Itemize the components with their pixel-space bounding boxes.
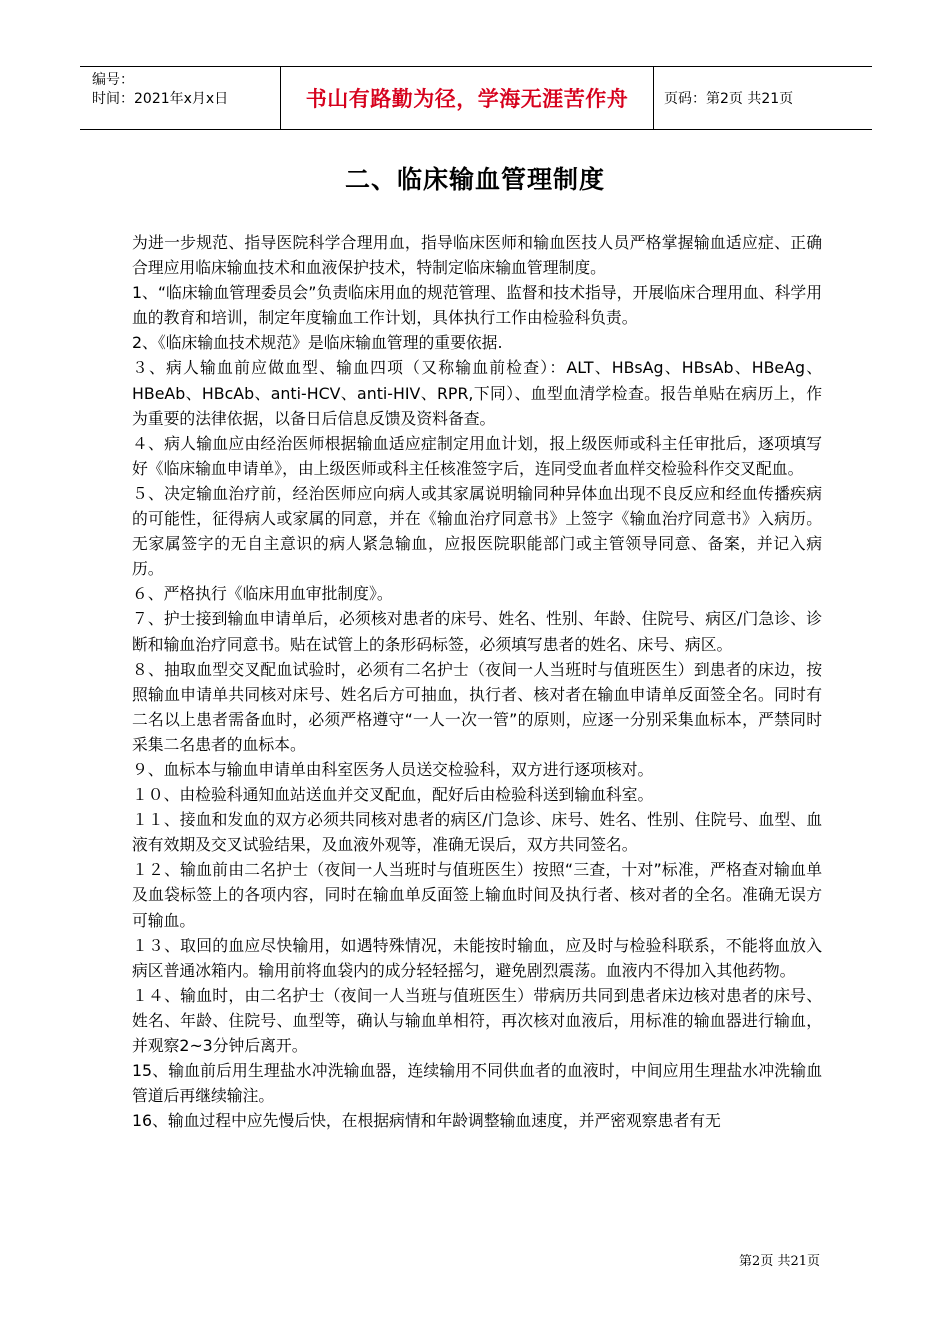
header-motto: 书山有路勤为径，学海无涯苦作舟 bbox=[280, 67, 654, 129]
header-page-number: 页码：第2页 共21页 bbox=[664, 91, 794, 107]
paragraph-13: １３、取回的血应尽快输用，如遇特殊情况，未能按时输血，应及时与检验科联系，不能将血放入病区普通冰箱内。输用前将血袋内的成分轻轻摇匀，避免剧烈震荡。血液内不得加入其他药物。 bbox=[132, 935, 822, 980]
paragraph-10: １０、由检验科通知血站送血并交叉配血，配好后由检验科送到输血科室。 bbox=[132, 785, 654, 805]
header-meta bbox=[80, 67, 280, 129]
paragraph-8: ８、抽取血型交叉配血试验时，必须有二名护士（夜间一人当班时与值班医生）到患者的床边，按照输血申请单共同核对床号、姓名后方可抽血，执行者、核对者在输血申请单反面签全名。同时有二名以上患者需备血时，必须严格遵守“一人一次一管”的原则，应逐一分别采集血标本，严禁同时采集二名患者的血标本。 bbox=[132, 659, 822, 754]
paragraph-2: 2、《临床输血技术规范》是临床输血管理的重要依据. bbox=[132, 333, 503, 353]
paragraph-5: ５、决定输血治疗前，经治医师应向病人或其家属说明输同种异体血出现不良反应和经血传播疾病的可能性，征得病人或家属的同意，并在《输血治疗同意书》上签字《输血治疗同意书》入病历。无家属签字的无自主意识的病人紧急输血，应报医院职能部门或主管领导同意、备案，并记入病历。 bbox=[132, 483, 822, 579]
page-header bbox=[80, 66, 872, 130]
paragraph-intro: 为进一步规范、指导医院科学合理用血，指导临床医师和输血医技人员严格掌握输血适应症、正确合理应用临床输血技术和血液保护技术，特制定临床输血管理制度。 bbox=[132, 233, 822, 278]
paragraph-12: １２、输血前由二名护士（夜间一人当班时与值班医生）按照“三查，十对”标准，严格查对输血单及血袋标签上的各项内容，同时在输血单反面签上输血时间及执行者、核对者的全名。准确无误方可输血。 bbox=[132, 860, 822, 930]
paragraph-15: 15、输血前后用生理盐水冲洗输血器，连续输用不同供血者的血液时，中间应用生理盐水冲洗输血管道后再继续输注。 bbox=[132, 1061, 822, 1106]
document-title: 二、临床输血管理制度 bbox=[344, 165, 605, 194]
paragraph-1: 1、“临床输血管理委员会”负责临床用血的规范管理、监督和技术指导，开展临床合理用血、科学用血的教育和培训，制定年度输血工作计划，具体执行工作由检验科负责。 bbox=[132, 283, 822, 328]
paragraph-11: １１、接血和发血的双方必须共同核对患者的病区/门急诊、床号、姓名、性别、住院号、血型、血液有效期及交叉试验结果，及血液外观等，准确无误后，双方共同签名。 bbox=[132, 810, 822, 855]
paragraph-3: ３、病人输血前应做血型、输血四项（又称输血前检查）：ALT、HBsAg、HBsAb、HBeAg、HBeAb、HBcAb、anti-HCV、anti-HIV、RPR,下同）、血型血清学检查。报告单贴在病历上，作为重要的法律依据，以备日后信息反馈及资料备查。 bbox=[132, 358, 822, 428]
paragraph-7: ７、护士接到输血申请单后，必须核对患者的床号、姓名、性别、年龄、住院号、病区/门急诊、诊断和输血治疗同意书。贴在试管上的条形码标签，必须填写患者的姓名、床号、病区。 bbox=[132, 609, 822, 654]
paragraph-9: ９、血标本与输血申请单由科室医务人员送交检验科，双方进行逐项核对。 bbox=[132, 759, 654, 779]
page-footer: 第2页 共21页 bbox=[739, 1254, 820, 1269]
header-date: 时间：2021年x月x日 bbox=[92, 91, 229, 107]
paragraph-16: 16、输血过程中应先慢后快，在根据病情和年龄调整输血速度，并严密观察患者有无 bbox=[132, 1111, 721, 1131]
document-body bbox=[132, 230, 822, 1133]
paragraph-6: ６、严格执行《临床用血审批制度》。 bbox=[132, 584, 393, 604]
paragraph-14: １４、输血时，由二名护士（夜间一人当班与值班医生）带病历共同到患者床边核对患者的床号、姓名、年龄、住院号、血型等，确认与输血单相符，再次核对血液后，用标准的输血器进行输血，并观察2~3分钟后离开。 bbox=[132, 985, 822, 1055]
paragraph-4: ４、病人输血应由经治医师根据输血适应症制定用血计划，报上级医师或科主任审批后，逐项填写好《临床输血申请单》，由上级医师或科主任核准签字后，连同受血者血样交检验科作交叉配血。 bbox=[132, 433, 822, 478]
header-number: 编号： bbox=[92, 72, 134, 88]
